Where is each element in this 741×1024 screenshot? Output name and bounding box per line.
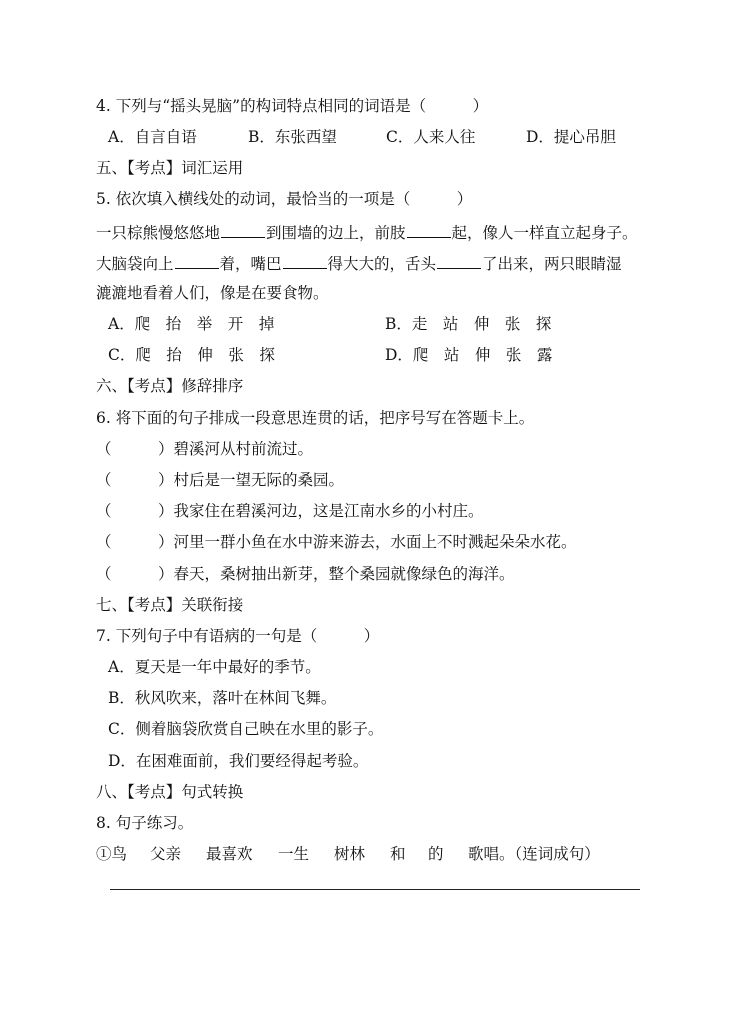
q8-word-7: 的 — [428, 845, 444, 863]
q4-option-b: B．东张西望 — [248, 128, 337, 146]
q5-p1c: 起，像人一样直立起身子。 — [451, 224, 638, 242]
q5-blank-2 — [407, 221, 451, 238]
q7-option-d: D．在困难面前，我们要经得起考验。 — [108, 752, 369, 770]
section-5-title: 五、【考点】词汇运用 — [96, 159, 244, 177]
q5-passage-line-3: 漉漉地看着人们，像是在要食物。 — [96, 284, 329, 302]
q4-option-a: A．自言自语 — [108, 128, 197, 146]
section-7-title: 七、【考点】关联衔接 — [96, 596, 244, 614]
q4-option-d: D．提心吊胆 — [526, 128, 616, 146]
q8-answer-line — [110, 889, 640, 890]
q6-item-5: （ ）春天，桑树抽出新芽，整个桑园就像绿色的海洋。 — [96, 565, 515, 583]
q6-item-2: （ ）村后是一望无际的桑园。 — [96, 471, 345, 489]
q5-p2a: 大脑袋向上 — [96, 255, 174, 273]
q4-options — [108, 127, 616, 147]
q5-blank-4 — [283, 252, 327, 269]
q4-option-c: C．人来人往 — [386, 128, 476, 146]
q5-options-row-1 — [108, 314, 551, 334]
q6-item-4: （ ）河里一群小鱼在水中游来游去，水面上不时溅起朵朵水花。 — [96, 533, 577, 551]
q6-item-1: （ ）碧溪河从村前流过。 — [96, 440, 314, 458]
q8-word-1: ①鸟 — [96, 845, 128, 863]
q8-word-2: 父亲 — [150, 845, 182, 863]
q5-stem: 5. 依次填入横线处的动词，最恰当的一项是（ ） — [96, 190, 473, 208]
q5-options-row-2 — [108, 345, 552, 365]
q6-stem: 6. 将下面的句子排成一段意思连贯的话，把序号写在答题卡上。 — [96, 409, 535, 427]
q5-option-a: A．爬 抬 举 开 掉 — [108, 315, 275, 333]
q5-p2b: 着，嘴巴 — [219, 255, 282, 273]
section-6-title: 六、【考点】修辞排序 — [96, 377, 244, 395]
q7-option-b: B．秋风吹来，落叶在林间飞舞。 — [108, 689, 337, 707]
q8-word-row — [96, 844, 600, 864]
q8-word-3: 最喜欢 — [206, 845, 253, 863]
q5-p1b: 到围墙的边上，前肢 — [266, 224, 406, 242]
q5-option-b: B．走 站 伸 张 探 — [385, 315, 552, 333]
q7-option-a: A．夏天是一年中最好的季节。 — [108, 658, 321, 676]
q5-p2c: 得大大的，舌头 — [327, 255, 437, 273]
q8-word-5: 树林 — [334, 845, 366, 863]
q5-passage-line-2 — [96, 252, 622, 274]
q8-stem: 8. 句子练习。 — [96, 814, 194, 832]
q5-option-d: D．爬 站 伸 张 露 — [385, 346, 553, 364]
q6-item-3: （ ）我家住在碧溪河边，这是江南水乡的小村庄。 — [96, 502, 484, 520]
q8-word-6: 和 — [390, 845, 406, 863]
q5-passage-line-1 — [96, 221, 638, 243]
q7-option-c: C．侧着脑袋欣赏自己映在水里的影子。 — [108, 720, 384, 738]
q5-p1a: 一只棕熊慢悠悠地 — [96, 224, 221, 242]
q5-blank-5 — [437, 252, 481, 269]
q5-blank-1 — [221, 221, 265, 238]
q8-word-4: 一生 — [278, 845, 310, 863]
section-8-title: 八、【考点】句式转换 — [96, 783, 244, 801]
q5-option-c: C．爬 抬 伸 张 探 — [108, 346, 275, 364]
q5-blank-3 — [175, 252, 219, 269]
q8-word-8: 歌唱。（连词成句） — [468, 845, 600, 863]
q7-stem: 7. 下列句子中有语病的一句是（ ） — [96, 627, 380, 645]
q5-p2d: 了出来，两只眼睛湿 — [482, 255, 622, 273]
q4-stem: 4. 下列与“摇头晃脑”的构词特点相同的词语是（ ） — [96, 97, 489, 115]
